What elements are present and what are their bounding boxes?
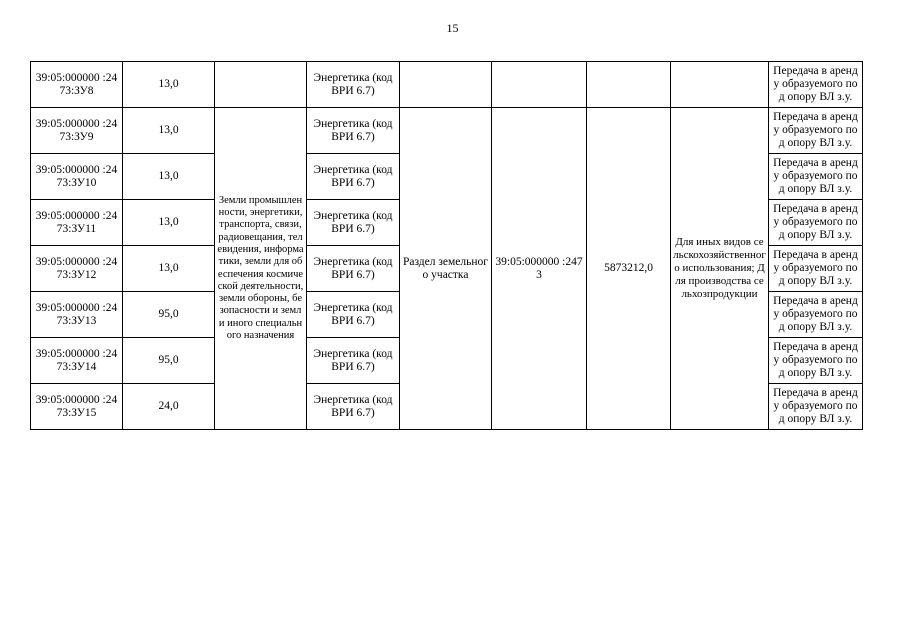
permitted-use-cell: Энергетика (код ВРИ 6.7) xyxy=(307,108,400,154)
source-area-cell: 5873212,0 xyxy=(587,108,671,430)
purpose-cell: Передача в аренду образуемого под опору ВЛ з.у. xyxy=(769,292,863,338)
cadastral-number-cell: 39:05:000000 :2473:ЗУ14 xyxy=(31,338,123,384)
area-cell: 13,0 xyxy=(123,246,215,292)
permitted-use-cell: Энергетика (код ВРИ 6.7) xyxy=(307,200,400,246)
area-cell: 95,0 xyxy=(123,292,215,338)
area-cell: 95,0 xyxy=(123,338,215,384)
empty-cell xyxy=(671,62,769,108)
source-cadastral-cell: 39:05:000000 :2473 xyxy=(492,108,587,430)
empty-cell xyxy=(400,62,492,108)
permitted-use-cell: Энергетика (код ВРИ 6.7) xyxy=(307,338,400,384)
purpose-cell: Передача в аренду образуемого под опору ВЛ з.у. xyxy=(769,338,863,384)
cadastral-number-cell: 39:05:000000 :2473:ЗУ13 xyxy=(31,292,123,338)
land-plots-table xyxy=(30,61,863,430)
cadastral-number-cell: 39:05:000000 :2473:ЗУ9 xyxy=(31,108,123,154)
table-row xyxy=(31,62,863,108)
area-cell: 24,0 xyxy=(123,384,215,430)
area-cell: 13,0 xyxy=(123,62,215,108)
empty-cell xyxy=(587,62,671,108)
purpose-cell: Передача в аренду образуемого под опору ВЛ з.у. xyxy=(769,62,863,108)
cadastral-number-cell: 39:05:000000 :2473:ЗУ11 xyxy=(31,200,123,246)
cadastral-number-cell: 39:05:000000 :2473:ЗУ15 xyxy=(31,384,123,430)
source-usage-cell: Для иных видов сельскохозяйственного использования; Для производства сельхозпродукции xyxy=(671,108,769,430)
permitted-use-cell: Энергетика (код ВРИ 6.7) xyxy=(307,154,400,200)
permitted-use-cell: Энергетика (код ВРИ 6.7) xyxy=(307,62,400,108)
cadastral-number-cell: 39:05:000000 :2473:ЗУ8 xyxy=(31,62,123,108)
page-number: 15 xyxy=(446,21,459,35)
purpose-cell: Передача в аренду образуемого под опору ВЛ з.у. xyxy=(769,384,863,430)
area-cell: 13,0 xyxy=(123,200,215,246)
area-cell: 13,0 xyxy=(123,108,215,154)
empty-cell xyxy=(215,62,307,108)
formation-method-cell: Раздел земельного участка xyxy=(400,108,492,430)
purpose-cell: Передача в аренду образуемого под опору ВЛ з.у. xyxy=(769,200,863,246)
permitted-use-cell: Энергетика (код ВРИ 6.7) xyxy=(307,292,400,338)
purpose-cell: Передача в аренду образуемого под опору ВЛ з.у. xyxy=(769,246,863,292)
permitted-use-cell: Энергетика (код ВРИ 6.7) xyxy=(307,384,400,430)
area-cell: 13,0 xyxy=(123,154,215,200)
empty-cell xyxy=(492,62,587,108)
permitted-use-cell: Энергетика (код ВРИ 6.7) xyxy=(307,246,400,292)
land-category-cell: Земли промышленности, энергетики, транспорта, связи, радиовещания, телевидения, информатики, земли для обеспечения космической деятельности, земли обороны, безопасности и земли иного специального назначения xyxy=(215,108,307,430)
cadastral-number-cell: 39:05:000000 :2473:ЗУ10 xyxy=(31,154,123,200)
purpose-cell: Передача в аренду образуемого под опору ВЛ з.у. xyxy=(769,154,863,200)
purpose-cell: Передача в аренду образуемого под опору ВЛ з.у. xyxy=(769,108,863,154)
cadastral-number-cell: 39:05:000000 :2473:ЗУ12 xyxy=(31,246,123,292)
table-row xyxy=(31,108,863,154)
